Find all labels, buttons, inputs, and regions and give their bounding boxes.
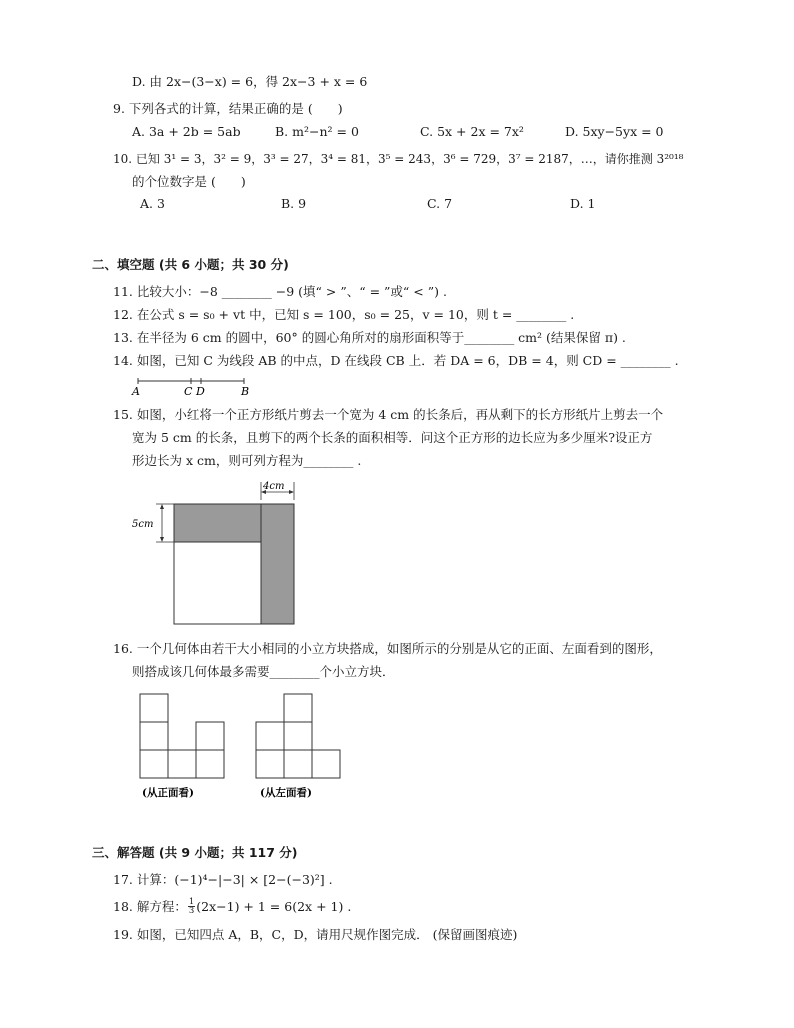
point-label-a: A <box>132 385 140 398</box>
section-2-title: 二、填空题 (共 6 小题；共 30 分) <box>92 257 289 272</box>
q17: 17. 计算：(−1)⁴−|−3| × [2−(−3)²] . <box>113 872 333 887</box>
q18-label: 18. 解方程： <box>113 898 187 914</box>
q16-left-view-figure <box>248 688 348 803</box>
q8-option-d: D. 由 2x−(3−x) = 6，得 2x−3 + x = 6 <box>132 74 368 89</box>
q10-option-c: C. 7 <box>427 196 453 211</box>
q18-expression: (2x−1) + 1 = 6(2x + 1) . <box>196 898 352 914</box>
q16-line2: 则搭成该几何体最多需要________个小立方块． <box>132 664 395 679</box>
q10-option-a: A. 3 <box>140 196 165 211</box>
q9-option-a: A. 3a + 2b = 5ab <box>132 124 241 139</box>
q13: 13. 在半径为 6 cm 的圆中，60° 的圆心角所对的扇形面积等于________ cm² (结果保留 π) . <box>113 330 626 345</box>
q15-line3: 形边长为 x cm，则可列方程为________ . <box>132 453 362 468</box>
q18-frac-den: 3 <box>188 906 195 916</box>
q9-option-b: B. m²−n² = 0 <box>275 124 359 139</box>
q19: 19. 如图，已知四点 A，B，C，D，请用尺规作图完成． (保留画图痕迹) <box>113 927 518 942</box>
q9-option-c: C. 5x + 2x = 7x² <box>420 124 524 139</box>
q9-stem: 9. 下列各式的计算，结果正确的是 ( ) <box>113 101 343 116</box>
q10-option-b: B. 9 <box>281 196 307 211</box>
q16-line1: 16. 一个几何体由若干大小相同的小立方块搭成，如图所示的分别是从它的正面、左面看到的图形， <box>113 641 662 656</box>
q10-option-d: D. 1 <box>570 196 596 211</box>
q15-line2: 宽为 5 cm 的长条，且剪下的两个长条的面积相等．问这个正方形的边长应为多少厘米?设正方 <box>132 430 653 445</box>
q14-segment-figure <box>128 375 258 399</box>
q18 <box>113 898 351 915</box>
fig15-label-5cm: 5cm <box>132 519 154 530</box>
q10-stem-line1: 10. 已知 3¹ = 3，3² = 9，3³ = 27，3⁴ = 81，3⁵ = 243，3⁶ = 729，3⁷ = 2187，…，请你推测 3²⁰¹⁸ <box>113 152 684 166</box>
q12: 12. 在公式 s = s₀ + vt 中，已知 s = 100，s₀ = 25，v = 10，则 t = ________ . <box>113 307 575 322</box>
q15-square-figure <box>132 478 302 630</box>
q14: 14. 如图，已知 C 为线段 AB 的中点，D 在线段 CB 上．若 DA = 6，DB = 4，则 CD = ________ . <box>113 353 679 368</box>
fig15-label-4cm: 4cm <box>263 481 285 492</box>
q16-front-view-figure <box>130 688 230 803</box>
point-label-b: B <box>241 385 250 398</box>
front-view-caption: (从正面看) <box>142 787 194 799</box>
q15-line1: 15. 如图，小红将一个正方形纸片剪去一个宽为 4 cm 的长条后，再从剩下的长方形纸片上剪去一个 <box>113 407 664 422</box>
q9-option-d: D. 5xy−5yx = 0 <box>565 124 664 139</box>
section-3-title: 三、解答题 (共 9 小题；共 117 分) <box>92 845 298 860</box>
point-label-d: D <box>196 385 205 398</box>
q10-stem-line2: 的个位数字是 ( ) <box>132 174 246 189</box>
point-label-c: C <box>184 385 193 398</box>
q18-frac-num: 1 <box>188 897 195 907</box>
left-view-caption: (从左面看) <box>260 787 312 799</box>
q18-fraction <box>188 898 195 915</box>
q11: 11. 比较大小：−8 ________ −9 (填“ > ”、“ = ”或“ < ”) . <box>113 284 447 299</box>
